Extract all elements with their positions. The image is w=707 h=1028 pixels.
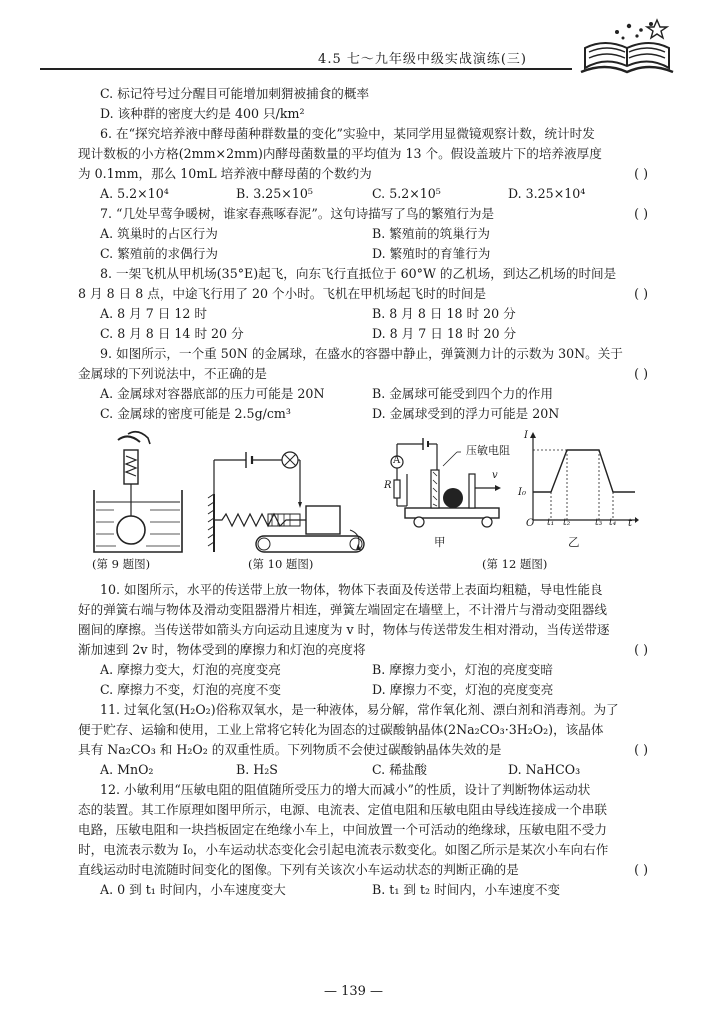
q5-option-c: C. 标记符号过分醒目可能增加刺猬被捕食的概率 xyxy=(100,86,370,101)
q8-answer-blank: ( ) xyxy=(634,286,648,301)
header-title: 4.5 七～九年级中级实战演练(三) xyxy=(318,52,527,67)
q12-stem-text: 直线运动时电流随时间变化的图像。下列有关该次小车运动状态的判断正确的是 xyxy=(78,862,519,877)
fig10-conveyor-circuit-diagram xyxy=(206,444,366,554)
q10-option-b: B. 摩擦力变小，灯泡的亮度变暗 xyxy=(372,662,553,677)
fig12-caption: (第 12 题图) xyxy=(482,557,548,571)
q6-stem-line1: 6. 在“探究培养液中酵母菌种群数量的变化”实验中，某同学用显微镜观察计数，统计时发 xyxy=(100,126,595,141)
q10-option-a: A. 摩擦力变大，灯泡的亮度变亮 xyxy=(100,662,281,677)
q9-options-row2 xyxy=(78,404,668,424)
q10-answer-blank: ( ) xyxy=(634,642,648,657)
fig9-caption: (第 9 题图) xyxy=(92,557,151,571)
q8-stem-line1: 8. 一架飞机从甲机场(35°E)起飞，向东飞行直抵位于 60°W 的乙机场，到达乙机场的时间是 xyxy=(100,266,617,281)
q6-option-a: A. 5.2×10⁴ xyxy=(100,186,169,201)
q11-stem-line2: 便于贮存、运输和使用，工业上常将它转化为固态的过碳酸钠晶体(2Na₂CO₃·3H₂O₂)，该晶体 xyxy=(78,722,604,737)
q11-answer-blank: ( ) xyxy=(634,742,648,757)
q7-answer-blank: ( ) xyxy=(634,206,648,221)
q12-stem-line4: 时，电流表示数为 I₀，小车运动状态变化会引起电流表示数变化。如图乙所示是某次小车向右作 xyxy=(78,842,609,857)
q9-option-d: D. 金属球受到的浮力可能是 20N xyxy=(372,406,560,421)
q12-stem-line2: 态的装置。其工作原理如图甲所示，电源、电流表、定值电阻和压敏电阻由导线连接成一个串联 xyxy=(78,802,607,817)
fig12-jia-label-yamin: 压敏电阻 xyxy=(466,444,510,457)
q11-stem-text: 具有 Na₂CO₃ 和 H₂O₂ 的双重性质。下列物质不会使过碳酸钠晶体失效的是 xyxy=(78,742,502,757)
q11-options xyxy=(78,760,668,780)
q8-stem-text: 8 月 8 日 8 点，中途飞行用了 20 个小时。飞机在甲机场起飞时的时间是 xyxy=(78,286,487,301)
q10-stem-line1: 10. 如图所示，水平的传送带上放一物体，物体下表面及传送带上表面均粗糙，导电性能良 xyxy=(100,582,603,597)
q10-stem-line3: 圈间的摩擦。当传送带如箭头方向运动且速度为 v 时，物体与传送带发生相对滑动，当传送带逐 xyxy=(78,622,610,637)
fig12-yi-label: 乙 xyxy=(568,535,580,549)
q12-stem-line3: 电路，压敏电阻和一块挡板固定在绝缘小车上，中间放置一个可活动的绝缘球，压敏电阻不受力 xyxy=(78,822,607,837)
q10-stem-line4 xyxy=(78,640,668,660)
q6-stem-text: 为 0.1mm，那么 10mL 培养液中酵母菌的个数约为 xyxy=(78,166,372,181)
q10-stem-text: 渐加速到 2v 时，物体受到的摩擦力和灯泡的亮度将 xyxy=(78,642,366,657)
q6-option-b: B. 3.25×10⁵ xyxy=(236,186,313,201)
open-book-logo-icon xyxy=(577,18,677,76)
q11-option-b: B. H₂S xyxy=(236,762,278,777)
q9-options-row1 xyxy=(78,384,668,404)
q6-option-d: D. 3.25×10⁴ xyxy=(508,186,586,201)
fig9-spring-scale-diagram xyxy=(88,430,188,554)
header-rule xyxy=(40,68,572,70)
q9-option-c: C. 金属球的密度可能是 2.5g/cm³ xyxy=(100,406,291,421)
q10-stem-line2: 好的弹簧右端与物体及滑动变阻器滑片相连，弹簧左端固定在墙壁上，不计滑片与滑动变阻器线 xyxy=(78,602,607,617)
figures-row xyxy=(78,430,668,580)
page-header xyxy=(40,18,677,74)
fig12-yi-axis-t: t xyxy=(628,518,633,529)
q7-option-a: A. 筑巢时的占区行为 xyxy=(100,226,218,241)
q6-options xyxy=(78,184,668,204)
page-number: — 139 — xyxy=(323,984,384,999)
fig12-yi-i0: I₀ xyxy=(518,487,526,498)
q9-option-b: B. 金属球可能受到四个力的作用 xyxy=(372,386,553,401)
q6-answer-blank: ( ) xyxy=(634,166,648,181)
q8-options-row2 xyxy=(78,324,668,344)
q12-option-a: A. 0 到 t₁ 时间内，小车速度变大 xyxy=(100,882,286,897)
q12-stem-line1: 12. 小敏利用“压敏电阻的阻值随所受压力的增大而减小”的性质，设计了判断物体运动状 xyxy=(100,782,591,797)
fig12-yi-t3: t₃ xyxy=(595,518,603,528)
q12-option-b: B. t₁ 到 t₂ 时间内，小车速度不变 xyxy=(372,882,561,897)
q11-stem-line3 xyxy=(78,740,668,760)
q8-option-d: D. 8 月 7 日 18 时 20 分 xyxy=(372,326,517,341)
q7-option-d: D. 繁殖时的育雏行为 xyxy=(372,246,491,261)
fig12-jia-ammeter-label: A xyxy=(393,455,401,466)
fig12-jia-velocity-label: v xyxy=(492,470,498,481)
fig12-yi-axis-i: I xyxy=(524,430,528,441)
q8-option-c: C. 8 月 8 日 14 时 20 分 xyxy=(100,326,244,341)
q11-option-c: C. 稀盐酸 xyxy=(372,762,427,777)
q9-stem-line2 xyxy=(78,364,668,384)
q10-options-row2 xyxy=(78,680,668,700)
q12-stem-line5 xyxy=(78,860,668,880)
q11-stem-line1: 11. 过氧化氢(H₂O₂)俗称双氧水，是一种液体，易分解，常作氧化剂、漂白剂和消毒剂。为了 xyxy=(100,702,619,717)
q8-stem-line2 xyxy=(78,284,668,304)
fig12-jia-label: 甲 xyxy=(434,535,446,549)
fig12-yi-origin: O xyxy=(526,518,535,529)
q7-option-c: C. 繁殖前的求偶行为 xyxy=(100,246,218,261)
q8-option-a: A. 8 月 7 日 12 时 xyxy=(100,306,207,321)
q9-stem-line1: 9. 如图所示，一个重 50N 的金属球，在盛水的容器中静止，弹簧测力计的示数为 30N。关于 xyxy=(100,346,623,361)
q6-option-c: C. 5.2×10⁵ xyxy=(372,186,441,201)
q11-option-d: D. NaHCO₃ xyxy=(508,762,581,777)
q7-option-b: B. 繁殖前的筑巢行为 xyxy=(372,226,491,241)
fig10-caption: (第 10 题图) xyxy=(248,557,314,571)
fig12-yi-t1: t₁ xyxy=(547,518,555,528)
q5-option-d: D. 该种群的密度大约是 400 只/km² xyxy=(100,106,305,121)
fig12-yi-current-time-graph xyxy=(523,430,639,530)
q7-options-row2 xyxy=(78,244,668,264)
q7-options-row1 xyxy=(78,224,668,244)
question-content xyxy=(78,84,668,900)
q9-option-a: A. 金属球对容器底部的压力可能是 20N xyxy=(100,386,325,401)
q6-stem-line3 xyxy=(78,164,668,184)
fig12-jia-resistor-label: R xyxy=(384,480,392,491)
q12-answer-blank: ( ) xyxy=(634,862,648,877)
q10-option-c: C. 摩擦力不变，灯泡的亮度不变 xyxy=(100,682,281,697)
q10-option-d: D. 摩擦力不变，灯泡的亮度变亮 xyxy=(372,682,554,697)
fig12-yi-t4: t₄ xyxy=(609,518,617,528)
q12-options-row1 xyxy=(78,880,668,900)
q9-answer-blank: ( ) xyxy=(634,366,648,381)
q9-stem-text: 金属球的下列说法中，不正确的是 xyxy=(78,366,267,381)
q6-stem-line2: 现计数板的小方格(2mm×2mm)内酵母菌数量的平均值为 13 个。假设盖玻片下的培养液厚度 xyxy=(78,146,602,161)
q10-options-row1 xyxy=(78,660,668,680)
q7-stem-text: 7. “几处早莺争暖树，谁家春燕啄春泥”。这句诗描写了鸟的繁殖行为是 xyxy=(100,206,495,221)
fig12-yi-t2: t₂ xyxy=(563,518,571,528)
q11-option-a: A. MnO₂ xyxy=(100,762,154,777)
q7-stem xyxy=(78,204,668,224)
q8-option-b: B. 8 月 8 日 18 时 20 分 xyxy=(372,306,516,321)
q8-options-row1 xyxy=(78,304,668,324)
